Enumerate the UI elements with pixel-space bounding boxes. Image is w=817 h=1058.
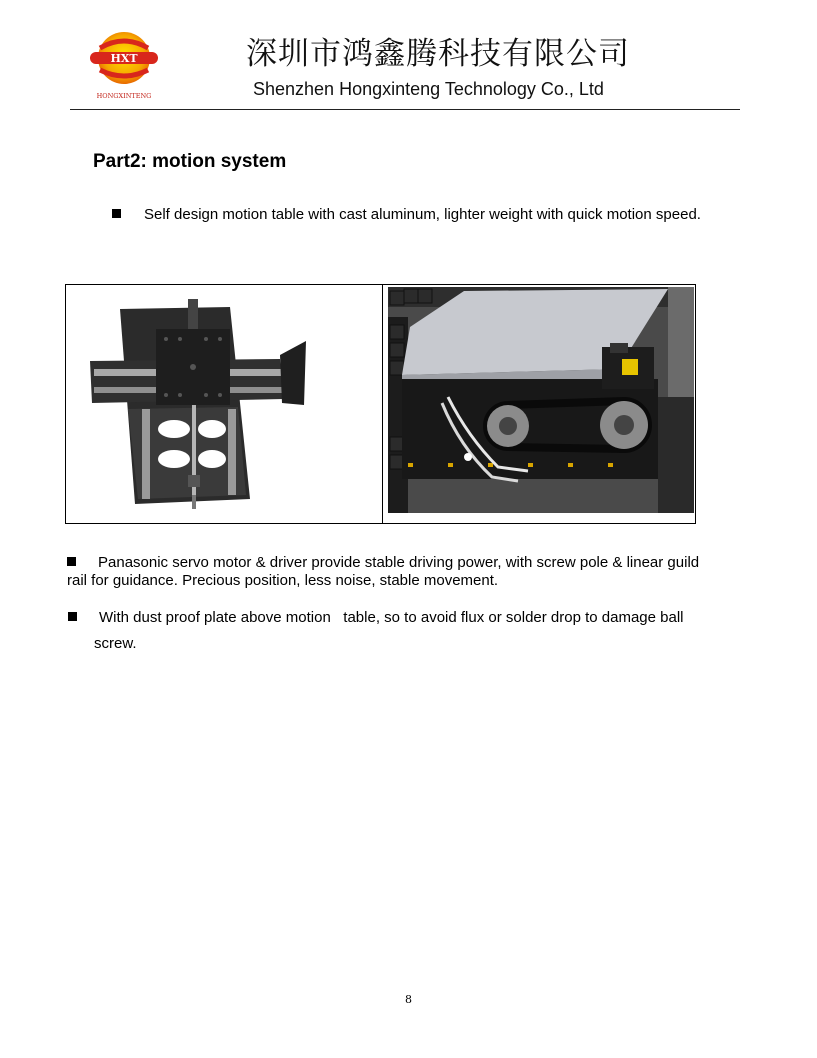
header-divider bbox=[70, 109, 740, 110]
svg-text:HXT: HXT bbox=[110, 52, 138, 65]
page-number: 8 bbox=[405, 993, 412, 1006]
bullet-item-motion-table bbox=[112, 206, 701, 224]
bullet-text: Self design motion table with cast aluminum, lighter weight with quick motion speed. bbox=[144, 206, 701, 223]
company-name-english: Shenzhen Hongxinteng Technology Co., Ltd bbox=[253, 79, 604, 99]
photo-table bbox=[65, 284, 696, 524]
company-logo bbox=[88, 28, 160, 102]
company-name-chinese: 深圳市鸿鑫腾科技有限公司 bbox=[246, 36, 630, 72]
hxt-logo-icon bbox=[88, 28, 160, 102]
bullet-text-line1: With dust proof plate above motion table, so to avoid flux or solder drop to damage ball bbox=[99, 609, 684, 626]
xy-motion-table-photo bbox=[80, 299, 310, 515]
section-heading: Part2: motion system bbox=[93, 151, 287, 172]
square-bullet-icon bbox=[67, 557, 76, 566]
svg-text:HONGXINTENG: HONGXINTENG bbox=[96, 92, 152, 100]
photo-table-divider bbox=[382, 285, 383, 523]
bullet-item-servo-motor bbox=[67, 554, 717, 590]
square-bullet-icon bbox=[112, 209, 121, 218]
bullet-text-line2: screw. bbox=[94, 635, 137, 652]
bullet-text: Panasonic servo motor & driver provide stable driving power, with screw pole & linear guild rail for guidance. Precious position, less noise, stable movement. bbox=[67, 554, 700, 589]
servo-belt-drive-photo bbox=[388, 287, 694, 513]
square-bullet-icon bbox=[68, 612, 77, 621]
bullet-item-dust-proof-plate bbox=[68, 605, 728, 657]
